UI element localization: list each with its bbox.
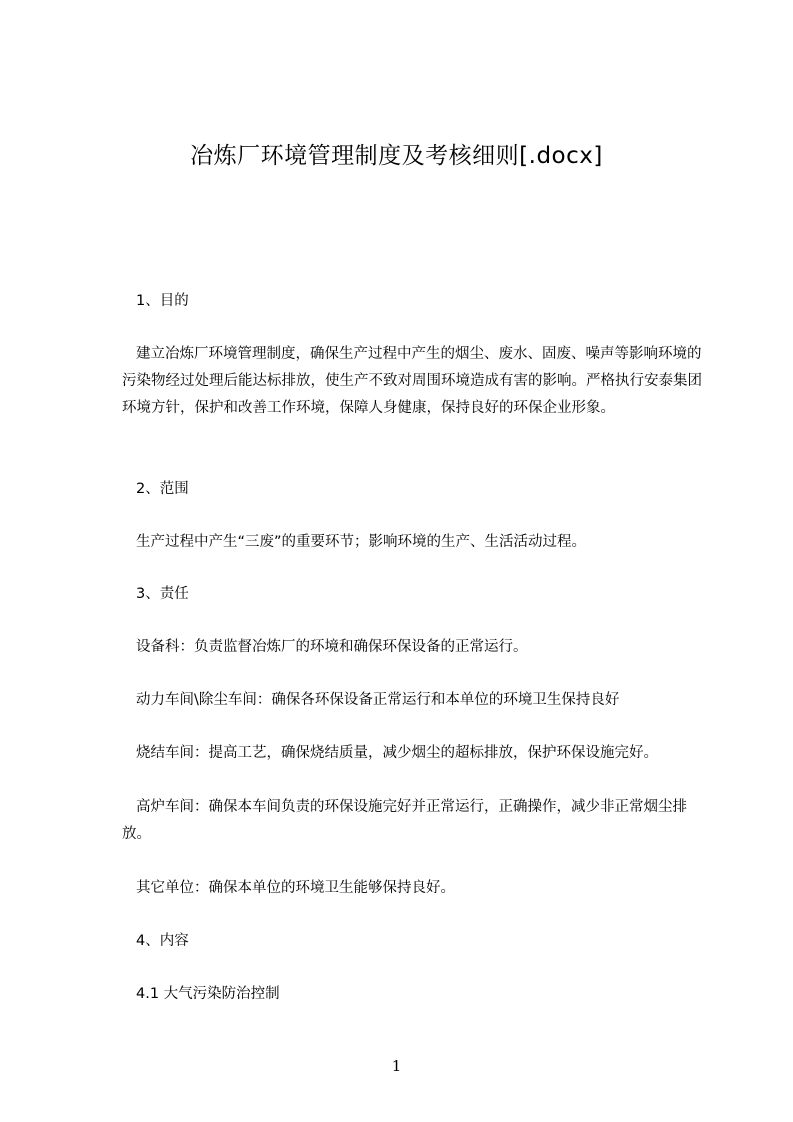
page-number: 1 (391, 1057, 402, 1075)
subsection-heading-air: 4.1 大气污染防治控制 (136, 986, 280, 1002)
paragraph-resp-equipment: 设备科：负责监督冶炼厂的环境和确保环保设备的正常运行。 (136, 639, 528, 655)
paragraph-resp-furnace: 高炉车间：确保本车间负责的环保设施完好并正常运行，正确操作，减少非正常烟尘排放。 (122, 799, 687, 842)
section-heading-scope: 2、范围 (136, 481, 189, 497)
paragraph-resp-other: 其它单位：确保本单位的环境卫生能够保持良好。 (136, 880, 455, 896)
paragraph-resp-power: 动力车间\除尘车间：确保各环保设备正常运行和本单位的环境卫生保持良好 (136, 692, 620, 708)
paragraph-resp-sinter: 烧结车间：提高工艺，确保烧结质量，减少烟尘的超标排放，保护环保设施完好。 (136, 745, 658, 761)
document-title: 冶炼厂环境管理制度及考核细则[.docx] (190, 143, 603, 169)
section-heading-purpose: 1、目的 (136, 293, 189, 309)
section-heading-responsibility: 3、责任 (136, 586, 189, 602)
section-heading-content: 4、内容 (136, 933, 189, 949)
paragraph-purpose: 建立冶炼厂环境管理制度，确保生产过程中产生的烟尘、废水、固废、噪声等影响环境的污染物经过处理后能达标排放，使生产不致对周围环境造成有害的影响。严格执行安泰集团环境方针，保护和改善工作环境，保障人身健康，保持良好的环保企业形象。 (122, 346, 702, 416)
paragraph-scope: 生产过程中产生“三废”的重要环节；影响环境的生产、生活活动过程。 (136, 534, 587, 550)
